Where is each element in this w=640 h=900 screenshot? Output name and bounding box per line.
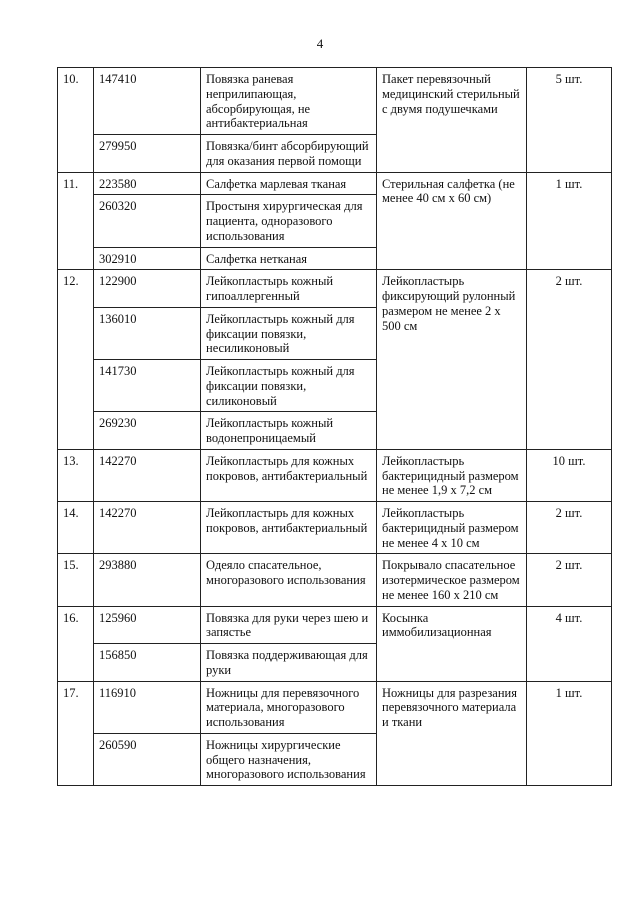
item-code: 141730 bbox=[94, 360, 201, 412]
item-name: Лейкопластырь для кожных покровов, антибактериальный bbox=[201, 502, 377, 554]
item-code: 142270 bbox=[94, 449, 201, 501]
item-name: Лейкопластырь кожный для фиксации повязки, силиконовый bbox=[201, 360, 377, 412]
table-row bbox=[58, 68, 612, 135]
row-number: 12. bbox=[58, 270, 94, 450]
item-code: 302910 bbox=[94, 247, 201, 270]
table-row bbox=[58, 449, 612, 501]
item-name: Салфетка нетканая bbox=[201, 247, 377, 270]
row-number: 10. bbox=[58, 68, 94, 173]
table-row bbox=[58, 502, 612, 554]
row-number: 16. bbox=[58, 606, 94, 681]
item-name: Повязка поддерживающая для руки bbox=[201, 644, 377, 682]
quantity: 1 шт. bbox=[527, 172, 612, 270]
item-code: 142270 bbox=[94, 502, 201, 554]
item-name: Лейкопластырь для кожных покровов, антибактериальный bbox=[201, 449, 377, 501]
item-code: 260320 bbox=[94, 195, 201, 247]
item-code: 279950 bbox=[94, 135, 201, 173]
item-code: 293880 bbox=[94, 554, 201, 606]
item-name: Повязка/бинт абсорбирующий для оказания первой помощи bbox=[201, 135, 377, 173]
item-code: 260590 bbox=[94, 733, 201, 785]
row-number: 11. bbox=[58, 172, 94, 270]
quantity: 2 шт. bbox=[527, 270, 612, 450]
row-number: 15. bbox=[58, 554, 94, 606]
item-code: 269230 bbox=[94, 412, 201, 450]
item-name: Ножницы для перевязочного материала, многоразового использования bbox=[201, 681, 377, 733]
item-code: 136010 bbox=[94, 307, 201, 359]
item-name: Повязка раневая неприлипающая, абсорбирующая, не антибактериальная bbox=[201, 68, 377, 135]
item-code: 223580 bbox=[94, 172, 201, 195]
table-row bbox=[58, 681, 612, 733]
table-row bbox=[58, 172, 612, 195]
product-description: Лейкопластырь бактерицидный размером не менее 4 х 10 см bbox=[377, 502, 527, 554]
row-number: 17. bbox=[58, 681, 94, 786]
quantity: 5 шт. bbox=[527, 68, 612, 173]
product-description: Лейкопластырь бактерицидный размером не менее 1,9 х 7,2 см bbox=[377, 449, 527, 501]
item-code: 147410 bbox=[94, 68, 201, 135]
item-code: 125960 bbox=[94, 606, 201, 644]
quantity: 1 шт. bbox=[527, 681, 612, 786]
item-name: Лейкопластырь кожный гипоаллергенный bbox=[201, 270, 377, 308]
item-code: 116910 bbox=[94, 681, 201, 733]
item-name: Лейкопластырь кожный водонепроницаемый bbox=[201, 412, 377, 450]
quantity: 10 шт. bbox=[527, 449, 612, 501]
item-name: Простыня хирургическая для пациента, одноразового использования bbox=[201, 195, 377, 247]
table-row bbox=[58, 270, 612, 308]
item-code: 122900 bbox=[94, 270, 201, 308]
product-description: Стерильная салфетка (не менее 40 см х 60 см) bbox=[377, 172, 527, 270]
quantity: 4 шт. bbox=[527, 606, 612, 681]
table-row bbox=[58, 606, 612, 644]
product-description: Косынка иммобилизационная bbox=[377, 606, 527, 681]
product-description: Покрывало спасательное изотермическое размером не менее 160 х 210 см bbox=[377, 554, 527, 606]
item-name: Салфетка марлевая тканая bbox=[201, 172, 377, 195]
item-name: Одеяло спасательное, многоразового использования bbox=[201, 554, 377, 606]
item-name: Повязка для руки через шею и запястье bbox=[201, 606, 377, 644]
row-number: 13. bbox=[58, 449, 94, 501]
quantity: 2 шт. bbox=[527, 502, 612, 554]
page-number: 4 bbox=[316, 36, 324, 51]
item-name: Ножницы хирургические общего назначения, многоразового использования bbox=[201, 733, 377, 785]
table-row bbox=[58, 554, 612, 606]
items-table bbox=[57, 67, 612, 786]
item-code: 156850 bbox=[94, 644, 201, 682]
product-description: Пакет перевязочный медицинский стерильный с двумя подушечками bbox=[377, 68, 527, 173]
product-description: Ножницы для разрезания перевязочного материала и ткани bbox=[377, 681, 527, 786]
product-description: Лейкопластырь фиксирующий рулонный размером не менее 2 х 500 см bbox=[377, 270, 527, 450]
row-number: 14. bbox=[58, 502, 94, 554]
item-name: Лейкопластырь кожный для фиксации повязки, несиликоновый bbox=[201, 307, 377, 359]
quantity: 2 шт. bbox=[527, 554, 612, 606]
